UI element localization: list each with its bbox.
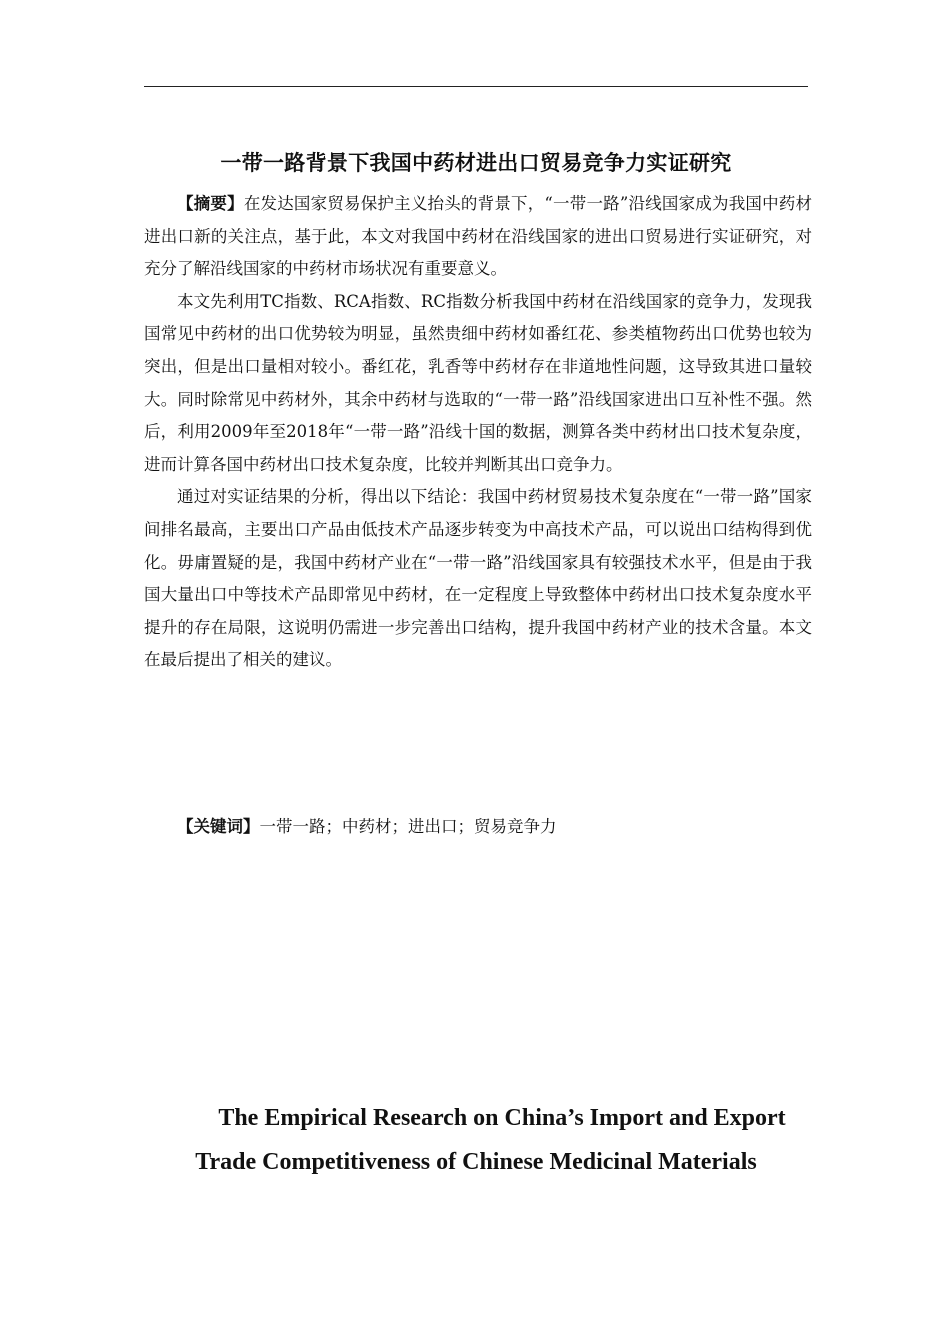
abstract-section <box>144 188 812 677</box>
abstract-paragraph-2: 本文先利用TC指数、RCA指数、RC指数分析我国中药材在沿线国家的竞争力，发现我国常见中药材的出口优势较为明显，虽然贵细中药材如番红花、参类植物药出口优势也较为突出，但是出口量相对较小。番红花，乳香等中药材存在非道地性问题，这导致其进口量较大。同时除常见中药材外，其余中药材与选取的“一带一路”沿线国家进出口互补性不强。然后，利用2009年至2018年“一带一路”沿线十国的数据，测算各类中药材出口技术复杂度，进而计算各国中药材出口技术复杂度，比较并判断其出口竞争力。 <box>144 291 812 474</box>
header-rule <box>144 86 808 87</box>
chinese-title: 一带一路背景下我国中药材进出口贸易竞争力实证研究 <box>220 151 732 175</box>
abstract-paragraph-1-text: 在发达国家贸易保护主义抬头的背景下，“一带一路”沿线国家成为我国中药材进出口新的关注点，基于此，本文对我国中药材在沿线国家的进出口贸易进行实证研究，对充分了解沿线国家的中药材市场状况有重要意义。 <box>144 194 813 279</box>
english-title-line-1: The Empirical Research on China’s Import and Export <box>218 1105 786 1131</box>
keywords-line <box>144 812 808 842</box>
english-title <box>144 1096 808 1184</box>
keywords-label: 【关键词】 <box>177 817 260 836</box>
english-title-line-2: Trade Competitiveness of Chinese Medicinal Materials <box>195 1149 757 1175</box>
abstract-label: 【摘要】 <box>177 194 244 213</box>
abstract-paragraph-1 <box>144 188 812 286</box>
abstract-paragraph-3: 通过对实证结果的分析，得出以下结论：我国中药材贸易技术复杂度在“一带一路”国家间排名最高，主要出口产品由低技术产品逐步转变为中高技术产品，可以说出口结构得到优化。毋庸置疑的是，我国中药材产业在“一带一路”沿线国家具有较强技术水平，但是由于我国大量出口中等技术产品即常见中药材，在一定程度上导致整体中药材出口技术复杂度水平提升的存在局限，这说明仍需进一步完善出口结构，提升我国中药材产业的技术含量。本文在最后提出了相关的建议。 <box>144 487 812 670</box>
keywords-text: 一带一路；中药材；进出口；贸易竞争力 <box>259 817 557 836</box>
